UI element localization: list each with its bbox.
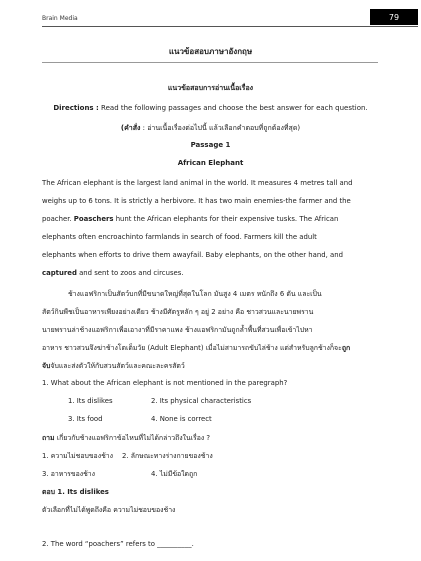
question-1-explanation: ตัวเลือกที่ไม่ได้พูดถึงคือ ความไม่ชอบของช้าง	[42, 506, 176, 514]
question-1-thai-option: 4. ไม่มีข้อใดถูก	[151, 470, 198, 478]
passage-line	[42, 215, 338, 223]
passage-bold-word: Poaschers	[73, 215, 114, 223]
question-1-thai	[42, 433, 210, 444]
directions-thai-label: (คำสั่ง	[120, 124, 141, 132]
question-1-thai-option: 2. ลักษณะทางร่างกายของช้าง	[122, 452, 213, 460]
translation-bold: ถูก	[341, 344, 351, 352]
directions	[0, 104, 421, 112]
question-1-text: 1. What about the African elephant is not mentioned in the paregraph?	[42, 379, 288, 387]
translation-bold: จับ	[42, 362, 51, 370]
question-1-thai-label: ถาม	[42, 434, 55, 442]
question-1-option: 3. Its food	[68, 415, 103, 423]
translation-line: นายพรานล่าช้างแอฟริกาเพื่อเอางาที่มีราคาแพง ช้างแอฟริกามันถูกล้ำพื้นที่สวนเพื่อเข้าไปหา	[42, 326, 313, 334]
passage-line-rest: hunt the African elephants for their expensive tusks. The African	[113, 215, 339, 223]
passage-line	[42, 269, 184, 277]
question-1-option: 1. Its dislikes	[68, 397, 113, 405]
passage-line-rest: and sent to zoos and circuses.	[76, 269, 184, 277]
directions-label: Directions :	[53, 104, 99, 112]
page-number-badge: 79	[370, 9, 418, 25]
section-rule	[42, 62, 378, 63]
answer-label: ตอบ	[42, 488, 55, 496]
translation-line	[42, 343, 350, 354]
question-1-option: 4. None is correct	[151, 415, 212, 423]
publisher-name: Brain Media	[42, 15, 78, 22]
passage-line: weighs up to 6 tons. It is strictly a herbivore. It has two main enemies-the farmer and the	[42, 197, 351, 205]
directions-text: Read the following passages and choose the best answer for each question.	[98, 104, 368, 112]
translation-line	[42, 361, 185, 372]
passage-bold-word: captured	[42, 269, 77, 277]
passage-line: elephants when efforts to drive them awayfail. Baby elephants, on the other hand, and	[42, 251, 343, 259]
passage-title: African Elephant	[177, 159, 244, 167]
question-1-thai-option: 3. อาหารของช้าง	[42, 470, 96, 478]
passage-line: elephants often encroachinto farmlands in search of food. Farmers kill the adult	[42, 233, 317, 241]
passage-label: Passage 1	[190, 141, 231, 149]
translation-line: ช้างแอฟริกาเป็นสัตว์บกที่มีขนาดใหญ่ที่สุดในโลก มันสูง 4 เมตร หนักถึง 6 ตัน และเป็น	[68, 290, 322, 298]
header-rule	[42, 26, 418, 27]
passage-line-prefix: poacher.	[42, 215, 74, 223]
answer-text: 1. Its dislikes	[55, 488, 109, 496]
translation-text: อาหาร ชาวสวนจึงฆ่าช้างโตเต็มวัย (Adult Elephant) เมื่อไม่สามารถขับไล่ช้าง แต่สำหรับลูกช้างก็จะ	[42, 344, 342, 352]
question-1-thai-option: 1. ความไม่ชอบของช้าง	[42, 452, 113, 460]
question-1-thai-text: เกี่ยวกับช้างแอฟริกาข้อไหนที่ไม่ได้กล่าวถึงในเรื่อง ?	[54, 434, 211, 442]
subsection-title: แนวข้อสอบการอ่านเนื้อเรื่อง	[167, 84, 254, 92]
question-2-text: 2. The word “poachers” refers to __________.	[42, 540, 194, 548]
directions-thai	[0, 123, 421, 134]
question-1-option: 2. Its physical characteristics	[151, 397, 252, 405]
passage-line: The African elephant is the largest land animal in the world. It measures 4 metres tall and	[42, 179, 353, 187]
translation-text: จับและส่งตัวให้กับสวนสัตว์และคณะละครสัตว์	[50, 362, 185, 370]
section-title: แนวข้อสอบภาษาอังกฤษ	[168, 47, 253, 56]
question-1-answer	[42, 487, 109, 498]
directions-thai-text: : อ่านเนื้อเรื่องต่อไปนี้ แล้วเลือกคำตอบที่ถูกต้องที่สุด)	[140, 124, 301, 132]
translation-line: สัตว์กินพืชเป็นอาหารเพียงอย่างเดียว ช้างมีศัตรูหลัก ๆ อยู่ 2 อย่าง คือ ชาวสวนและนายพราน	[42, 308, 314, 316]
